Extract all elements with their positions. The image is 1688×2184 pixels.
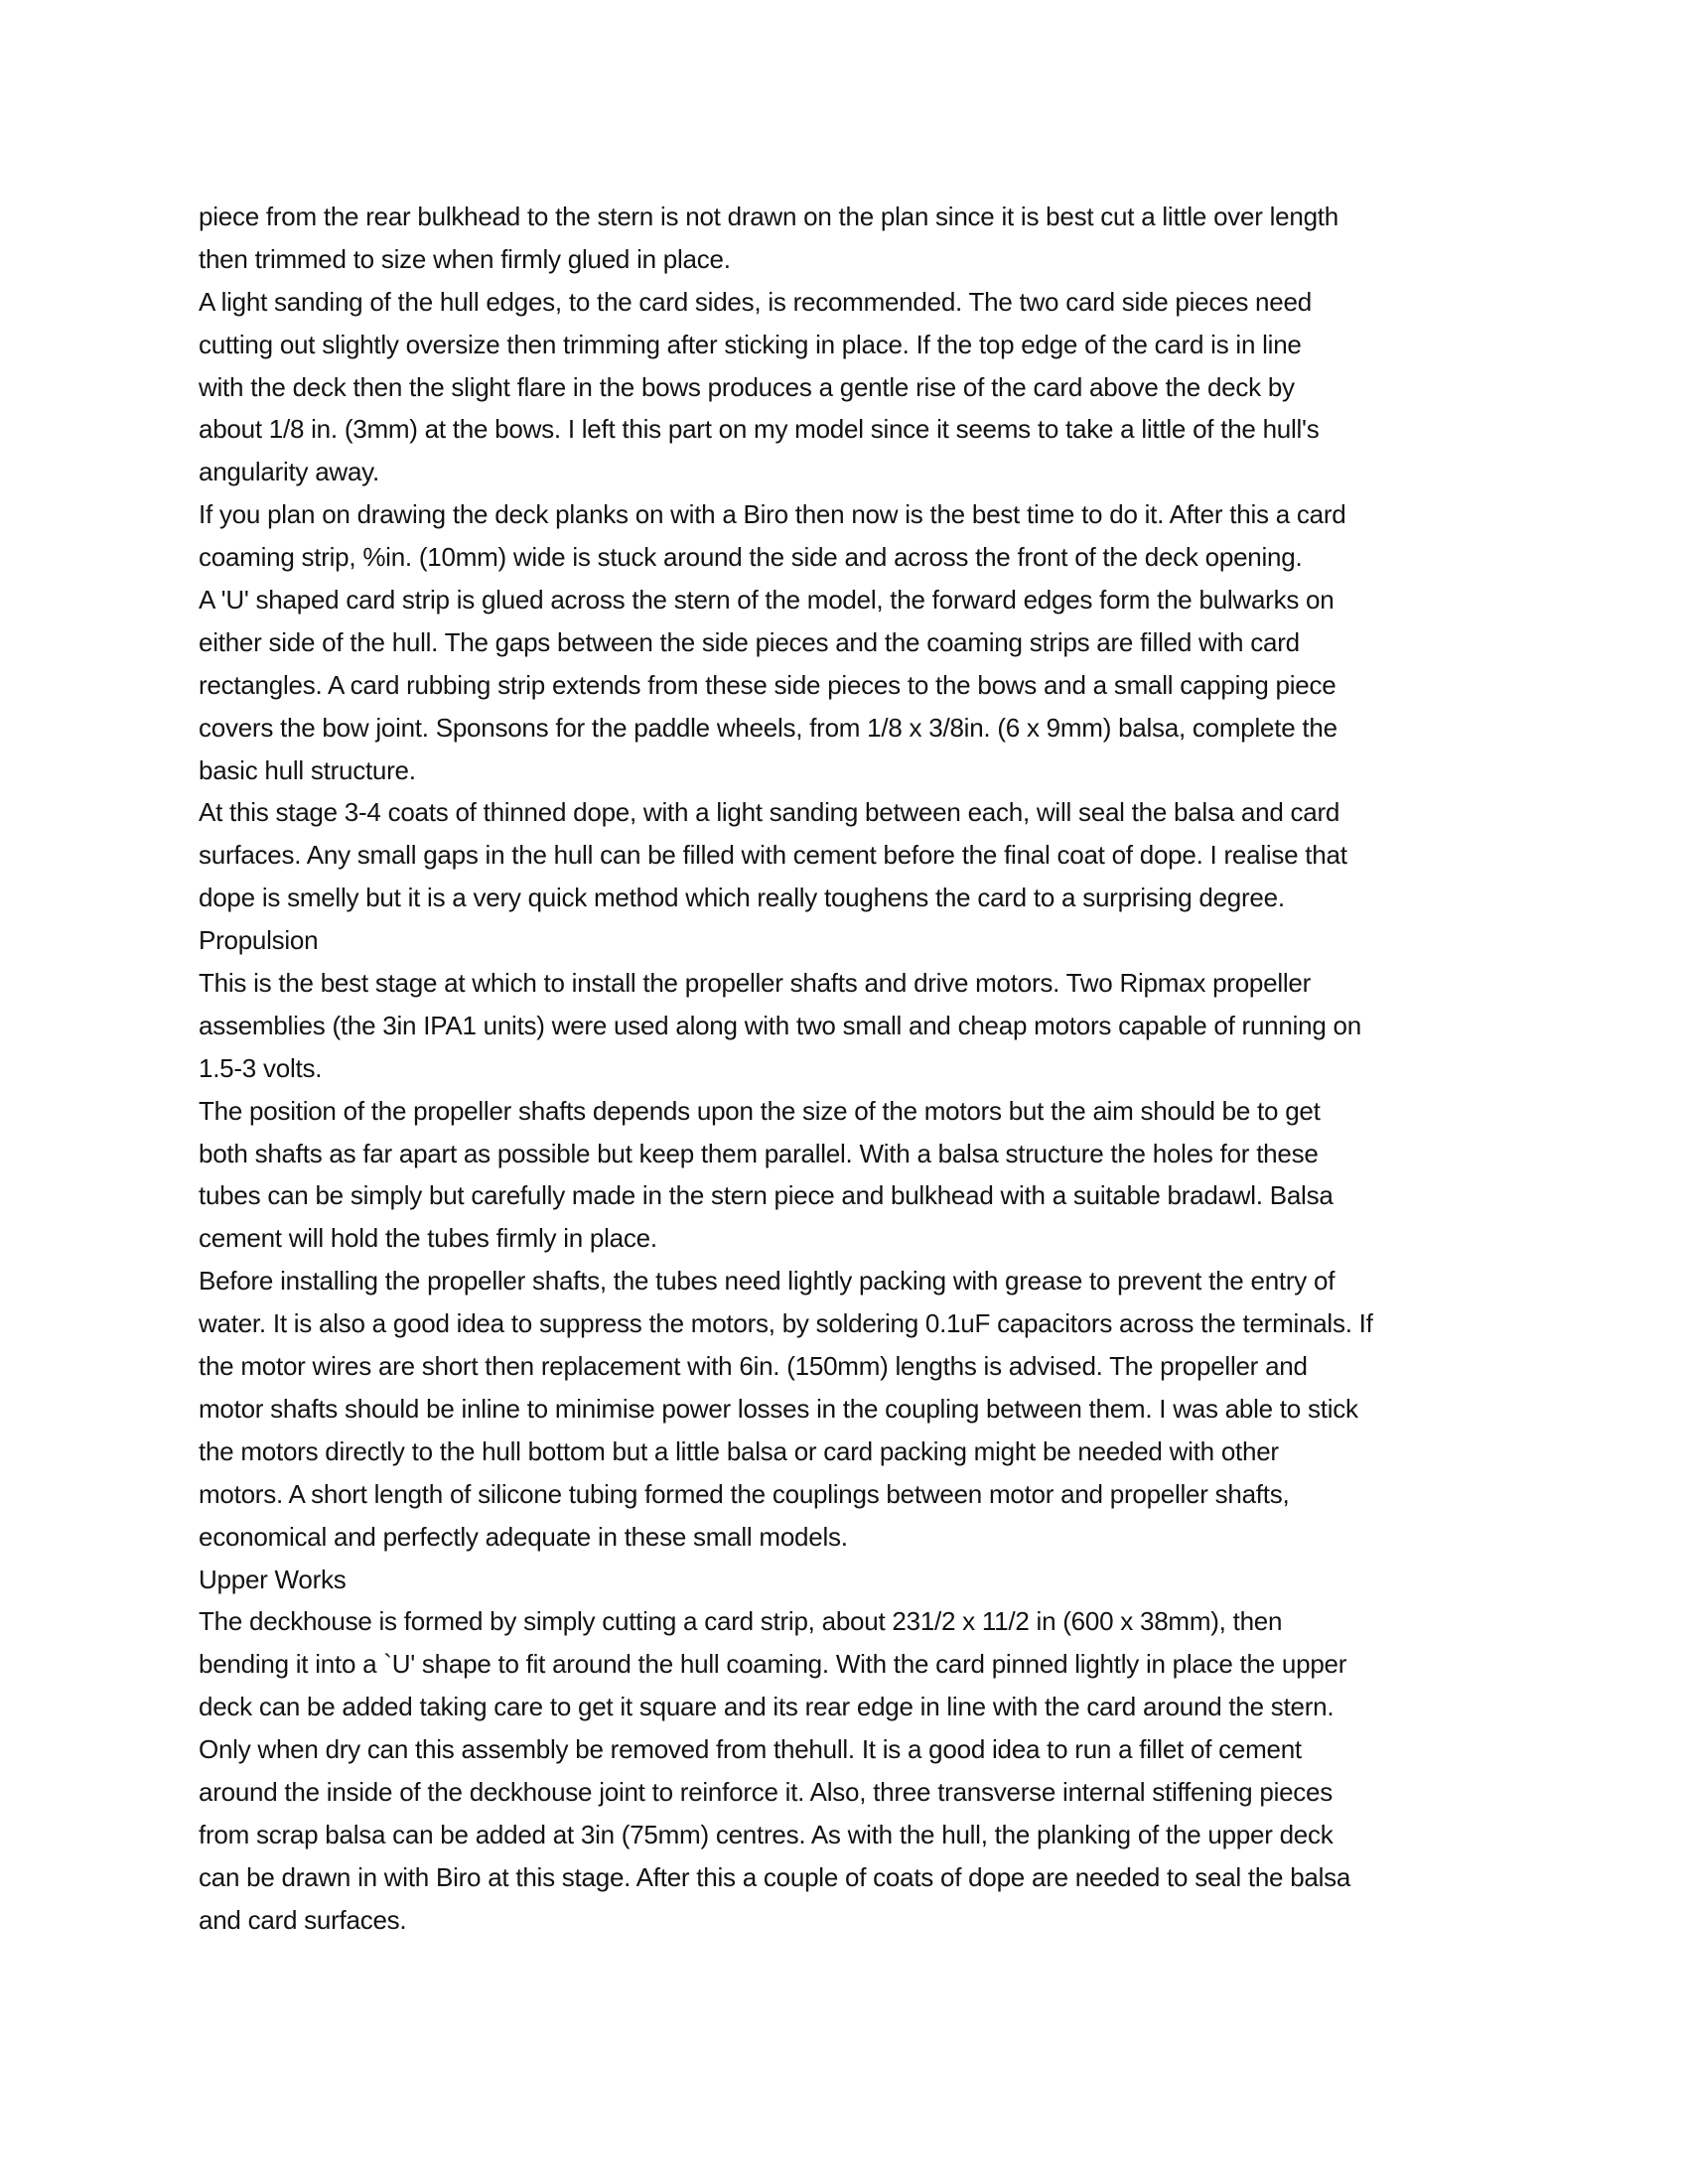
text-line: rectangles. A card rubbing strip extends from these side pieces to the bows and a small capping piece bbox=[199, 669, 1336, 700]
text-line: basic hull structure. bbox=[199, 754, 416, 785]
text-line: The deckhouse is formed by simply cutting a card strip, about 231/2 x 11/2 in (600 x 38mm), then bbox=[199, 1606, 1283, 1637]
text-line: 1.5-3 volts. bbox=[199, 1052, 323, 1083]
text-line: from scrap balsa can be added at 3in (75mm) centres. As with the hull, the planking of the upper deck bbox=[199, 1819, 1334, 1849]
text-line: A light sanding of the hull edges, to the card sides, is recommended. The two card side pieces need bbox=[199, 286, 1312, 317]
text-line: coaming strip, %in. (10mm) wide is stuck around the side and across the front of the deck opening. bbox=[199, 542, 1303, 573]
text-line: Before installing the propeller shafts, the tubes need lightly packing with grease to prevent the entry of bbox=[199, 1266, 1336, 1297]
text-line: motors. A short length of silicone tubing formed the couplings between motor and propeller shafts, bbox=[199, 1478, 1290, 1509]
text-line: cement will hold the tubes firmly in place. bbox=[199, 1223, 657, 1254]
text-line: covers the bow joint. Sponsons for the paddle wheels, from 1/8 x 3/8in. (6 x 9mm) balsa, complete the bbox=[199, 712, 1337, 743]
text-line: piece from the rear bulkhead to the stern is not drawn on the plan since it is best cut a little over length bbox=[199, 202, 1338, 231]
text-line: deck can be added taking care to get it square and its rear edge in line with the card around the stern. bbox=[199, 1692, 1335, 1722]
text-line: the motors directly to the hull bottom but a little balsa or card packing might be needed with other bbox=[199, 1435, 1279, 1466]
text-line: At this stage 3-4 coats of thinned dope, with a light sanding between each, will seal the balsa and card bbox=[199, 797, 1340, 828]
text-line: and card surfaces. bbox=[199, 1904, 407, 1935]
text-line: The position of the propeller shafts depends upon the size of the motors but the aim should be to get bbox=[199, 1095, 1321, 1126]
section-heading: Upper Works bbox=[199, 1564, 347, 1594]
text-line: Only when dry can this assembly be removed from thehull. It is a good idea to run a fillet of cement bbox=[199, 1734, 1302, 1765]
text-line: about 1/8 in. (3mm) at the bows. I left this part on my model since it seems to take a little of the hull's bbox=[199, 414, 1320, 445]
text-line: water. It is also a good idea to suppress the motors, by soldering 0.1uF capacitors across the terminals. If bbox=[199, 1308, 1373, 1339]
text-line: either side of the hull. The gaps between the side pieces and the coaming strips are filled with card bbox=[199, 626, 1300, 657]
text-line: motor shafts should be inline to minimise power losses in the coupling between them. I was able to stick bbox=[199, 1393, 1358, 1424]
text-line: can be drawn in with Biro at this stage. After this a couple of coats of dope are needed to seal the balsa bbox=[199, 1861, 1351, 1892]
text-line: around the inside of the deckhouse joint to reinforce it. Also, three transverse internal stiffening pieces bbox=[199, 1776, 1334, 1807]
document-text bbox=[199, 196, 1519, 1942]
text-line: surfaces. Any small gaps in the hull can be filled with cement before the final coat of dope. I realise that bbox=[199, 840, 1347, 871]
text-line: with the deck then the slight flare in the bows produces a gentle rise of the card above the deck by bbox=[199, 371, 1295, 402]
text-line: bending it into a `U' shape to fit around the hull coaming. With the card pinned lightly in place the upper bbox=[199, 1649, 1347, 1680]
text-line: If you plan on drawing the deck planks on with a Biro then now is the best time to do it. After this a card bbox=[199, 499, 1346, 530]
text-line: the motor wires are short then replacement with 6in. (150mm) lengths is advised. The propeller and bbox=[199, 1351, 1308, 1382]
section-heading: Propulsion bbox=[199, 925, 319, 956]
text-line: economical and perfectly adequate in these small models. bbox=[199, 1521, 848, 1552]
text-line: This is the best stage at which to install the propeller shafts and drive motors. Two Ripmax propeller bbox=[199, 968, 1312, 999]
text-line: tubes can be simply but carefully made in the stern piece and bulkhead with a suitable bradawl. Balsa bbox=[199, 1180, 1334, 1211]
text-line: both shafts as far apart as possible but keep them parallel. With a balsa structure the holes for these bbox=[199, 1138, 1319, 1168]
text-line: then trimmed to size when firmly glued in place. bbox=[199, 243, 731, 274]
text-line: dope is smelly but it is a very quick method which really toughens the card to a surprising degree. bbox=[199, 883, 1285, 913]
text-line: angularity away. bbox=[199, 457, 379, 487]
text-line: cutting out slightly oversize then trimming after sticking in place. If the top edge of the card is in line bbox=[199, 329, 1302, 359]
text-line: A 'U' shaped card strip is glued across the stern of the model, the forward edges form the bulwarks on bbox=[199, 585, 1335, 615]
text-line: assemblies (the 3in IPA1 units) were used along with two small and cheap motors capable of running on bbox=[199, 1010, 1361, 1040]
